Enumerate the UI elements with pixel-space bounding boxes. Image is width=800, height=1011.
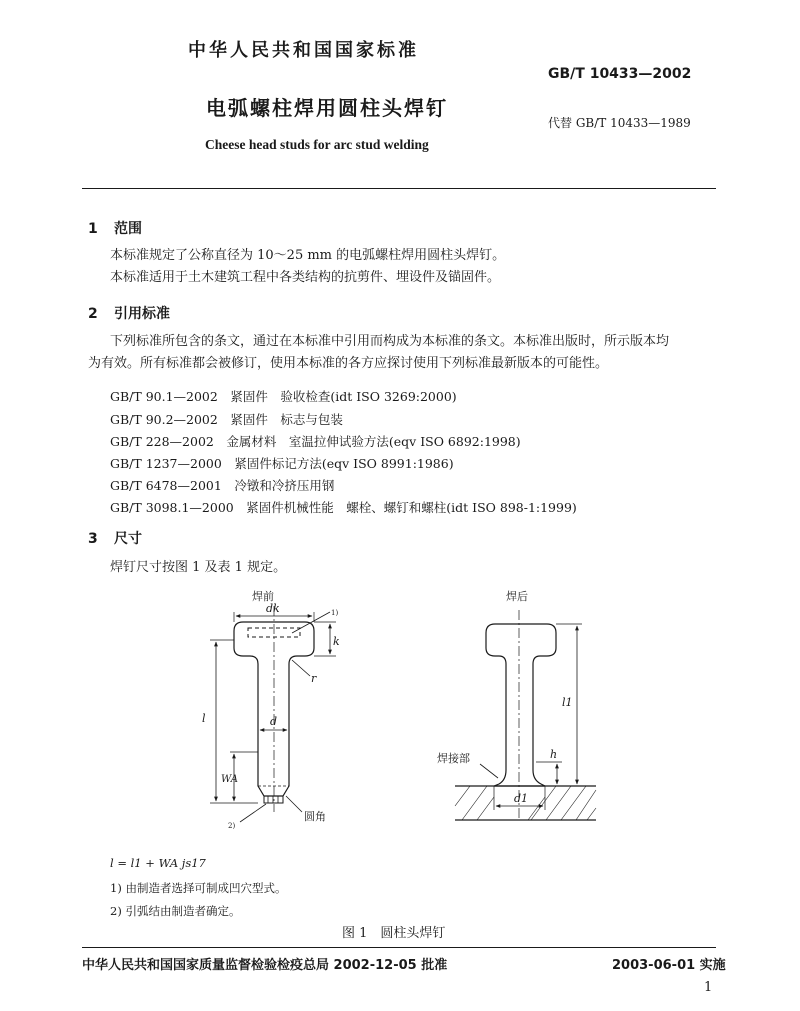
reference-title: 紧固件标记方法(eqv ISO 8991:1986): [234, 456, 454, 471]
replaces-standard: 代替 GB/T 10433—1989: [548, 116, 691, 130]
document-title-english: Cheese head studs for arc stud welding: [205, 137, 429, 152]
weld-zone-label: 焊接部: [437, 752, 470, 765]
page-number: 1: [704, 980, 713, 995]
fillet-label: 圆角: [304, 810, 326, 823]
dim-l1-label: l1: [562, 696, 573, 709]
reference-code: GB/T 228—2002: [110, 434, 214, 449]
section-number: 2: [88, 306, 98, 322]
dim-r-label: r: [311, 672, 317, 685]
reference-title: 金属材料 室温拉伸试验方法(eqv ISO 6892:1998): [226, 434, 521, 449]
reference-code: GB/T 6478—2001: [110, 478, 222, 493]
effective-date: 2003-06-01 实施: [612, 958, 726, 973]
section-title: 范围: [114, 221, 142, 237]
section-number: 1: [88, 221, 98, 237]
paragraph: 本标准规定了公称直径为 10～25 mm 的电弧螺柱焊用圆柱头焊钉。: [110, 248, 506, 263]
figure-note-1: 1) 由制造者选择可制成凹穴型式。: [110, 881, 287, 895]
footer-divider: [82, 947, 716, 948]
paragraph: 本标准适用于土木建筑工程中各类结构的抗剪件、埋设件及锚固件。: [110, 270, 501, 285]
figure-caption: 图 1 圆柱头焊钉: [342, 926, 446, 941]
reference-title: 紧固件 验收检查(idt ISO 3269:2000): [230, 389, 457, 404]
note-1-marker: 1): [331, 609, 339, 617]
dim-l-label: l: [202, 712, 206, 725]
stud-after-welding: [486, 610, 556, 820]
figure-note-2: 2) 引弧结由制造者确定。: [110, 904, 241, 918]
paragraph-line: 为有效。所有标准都会被修订，使用本标准的各方应探讨使用下列标准最新版本的可能性。: [88, 356, 609, 371]
reference-title: 紧固件机械性能 螺栓、螺钉和螺柱(idt ISO 898-1:1999): [246, 500, 577, 515]
note-2-marker: 2): [228, 822, 236, 830]
reference-code: GB/T 3098.1—2000: [110, 500, 234, 515]
dim-dk-label: dk: [266, 602, 280, 615]
paragraph: 焊钉尺寸按图 1 及表 1 规定。: [110, 560, 287, 575]
reference-title: 冷镦和冷挤压用钢: [234, 478, 335, 493]
national-standard-heading: 中华人民共和国国家标准: [188, 40, 419, 61]
dim-k-label: k: [333, 635, 340, 648]
length-formula: l = l1 + WA js17: [110, 856, 206, 870]
approval-statement: 中华人民共和国国家质量监督检验检疫总局 2002-12-05 批准: [82, 958, 448, 973]
document-title: 电弧螺柱焊用圆柱头焊钉: [206, 96, 448, 120]
standard-code: GB/T 10433—2002: [548, 66, 692, 82]
reference-code: GB/T 90.1—2002: [110, 389, 218, 404]
section-title: 引用标准: [114, 306, 170, 322]
paragraph-line: 下列标准所包含的条文，通过在本标准中引用而构成为本标准的条文。本标准出版时，所示版本均: [110, 334, 670, 349]
dim-d1-label: d1: [514, 792, 529, 805]
after-welding-label: 焊后: [506, 590, 528, 603]
stud-before-welding: [234, 606, 314, 812]
reference-code: GB/T 90.2—2002: [110, 412, 218, 427]
before-welding-label: 焊前: [252, 590, 274, 603]
reference-code: GB/T 1237—2000: [110, 456, 222, 471]
section-number: 3: [88, 531, 98, 547]
dim-wa-label: WA: [221, 774, 239, 785]
dim-h-label: h: [550, 748, 558, 761]
reference-title: 紧固件 标志与包装: [230, 412, 343, 427]
section-title: 尺寸: [114, 531, 142, 547]
dim-d-label: d: [270, 715, 278, 728]
